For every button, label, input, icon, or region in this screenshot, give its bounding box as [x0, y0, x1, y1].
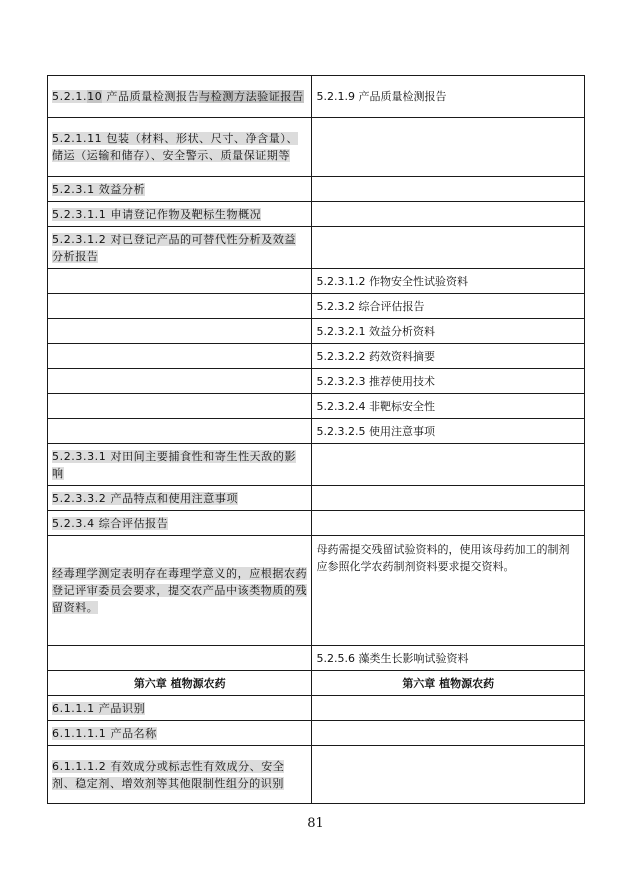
left-cell-text: 5.2.3.1.2 对已登记产品的可替代性分析及效益分析报告	[52, 232, 297, 263]
left-cell	[48, 486, 312, 511]
table-row	[48, 269, 585, 294]
table-row	[48, 369, 585, 394]
highlighted-fragment: 10	[87, 90, 103, 103]
right-cell	[312, 671, 585, 696]
right-cell-text: 5.2.3.2.1 效益分析资料	[316, 324, 435, 338]
chapter-heading-row	[48, 671, 585, 696]
right-cell	[312, 227, 585, 269]
table-row	[48, 486, 585, 511]
left-cell-text: 5.2.3.1.1 申请登记作物及靶标生物概况	[52, 207, 262, 221]
text-fragment: 产品质量检测报告	[102, 90, 200, 103]
left-cell	[48, 511, 312, 536]
left-cell	[48, 118, 312, 177]
right-cell-text: 母药需提交残留试验资料的，使用该母药加工的制剂应参照化学农药制剂资料要求提交资料。	[316, 543, 570, 573]
chapter-heading-left: 第六章 植物源农药	[133, 676, 226, 690]
left-cell	[48, 444, 312, 486]
right-cell	[312, 486, 585, 511]
table-row	[48, 419, 585, 444]
left-cell	[48, 319, 312, 344]
left-cell	[48, 746, 312, 804]
left-cell	[48, 394, 312, 419]
table-row	[48, 696, 585, 721]
left-cell	[48, 227, 312, 269]
left-cell	[48, 696, 312, 721]
table-row	[48, 118, 585, 177]
right-cell	[312, 696, 585, 721]
right-cell	[312, 721, 585, 746]
comparison-table	[47, 75, 585, 804]
left-cell-text	[52, 90, 304, 103]
table-row	[48, 294, 585, 319]
right-cell-text: 5.2.3.1.2 作物安全性试验资料	[316, 274, 468, 288]
left-cell-text: 5.2.3.3.1 对田间主要捕食性和寄生性天敌的影响	[52, 449, 297, 480]
table-row	[48, 227, 585, 269]
right-cell-text: 5.2.5.6 藻类生长影响试验资料	[316, 651, 469, 665]
left-cell-text: 6.1.1.1 产品识别	[52, 701, 146, 715]
right-cell	[312, 419, 585, 444]
left-cell	[48, 646, 312, 671]
table-row	[48, 746, 585, 804]
left-cell-text: 经毒理学测定表明存在毒理学意义的，应根据农药登记评审委员会要求，提交农产品中该类物质的残留资料。	[52, 567, 308, 614]
table-row	[48, 444, 585, 486]
right-cell-text: 5.2.1.9 产品质量检测报告	[316, 90, 447, 103]
right-cell	[312, 369, 585, 394]
right-cell	[312, 746, 585, 804]
left-cell	[48, 536, 312, 646]
right-cell	[312, 269, 585, 294]
right-cell-text: 5.2.3.2.2 药效资料摘要	[316, 349, 435, 363]
table-row	[48, 394, 585, 419]
table-row	[48, 536, 585, 646]
table-row	[48, 646, 585, 671]
right-cell	[312, 177, 585, 202]
left-cell-text: 5.2.3.4 综合评估报告	[52, 516, 169, 530]
left-cell	[48, 294, 312, 319]
right-cell	[312, 536, 585, 646]
left-cell	[48, 419, 312, 444]
right-cell-text: 5.2.3.2.5 使用注意事项	[316, 424, 435, 438]
table-row	[48, 721, 585, 746]
left-cell-text: 5.2.3.3.2 产品特点和使用注意事项	[52, 491, 239, 505]
right-cell	[312, 319, 585, 344]
right-cell	[312, 344, 585, 369]
table-row	[48, 202, 585, 227]
left-cell	[48, 721, 312, 746]
right-cell	[312, 202, 585, 227]
page-number: 81	[307, 816, 324, 831]
left-cell-text: 6.1.1.1.2 有效成分或标志性有效成分、安全剂、稳定剂、增效剂等其他限制性组分的识别	[52, 759, 285, 790]
left-cell	[48, 344, 312, 369]
highlighted-fragment: 与检测方法验证报告	[199, 90, 304, 103]
left-cell	[48, 76, 312, 118]
left-cell-text: 6.1.1.1.1 产品名称	[52, 726, 157, 740]
left-cell-text: 5.2.1.11 包装（材料、形状、尺寸、净含量）、储运（运输和储存）、安全警示、质量保证期等	[52, 132, 299, 162]
table-row	[48, 344, 585, 369]
right-cell	[312, 118, 585, 177]
right-cell-text: 5.2.3.2 综合评估报告	[316, 299, 425, 313]
left-cell	[48, 202, 312, 227]
right-cell-text: 5.2.3.2.3 推荐使用技术	[316, 374, 435, 388]
right-cell	[312, 511, 585, 536]
right-cell	[312, 394, 585, 419]
table-row	[48, 177, 585, 202]
right-cell	[312, 76, 585, 118]
right-cell	[312, 646, 585, 671]
text-fragment: 5.2.1.	[52, 90, 88, 103]
left-cell-text: 5.2.3.1 效益分析	[52, 182, 146, 196]
chapter-heading-right: 第六章 植物源农药	[402, 676, 495, 690]
right-cell	[312, 294, 585, 319]
left-cell	[48, 177, 312, 202]
table-row	[48, 511, 585, 536]
table-row	[48, 76, 585, 118]
table-row	[48, 319, 585, 344]
right-cell	[312, 444, 585, 486]
right-cell-text: 5.2.3.2.4 非靶标安全性	[316, 399, 435, 413]
left-cell	[48, 369, 312, 394]
left-cell	[48, 269, 312, 294]
left-cell	[48, 671, 312, 696]
